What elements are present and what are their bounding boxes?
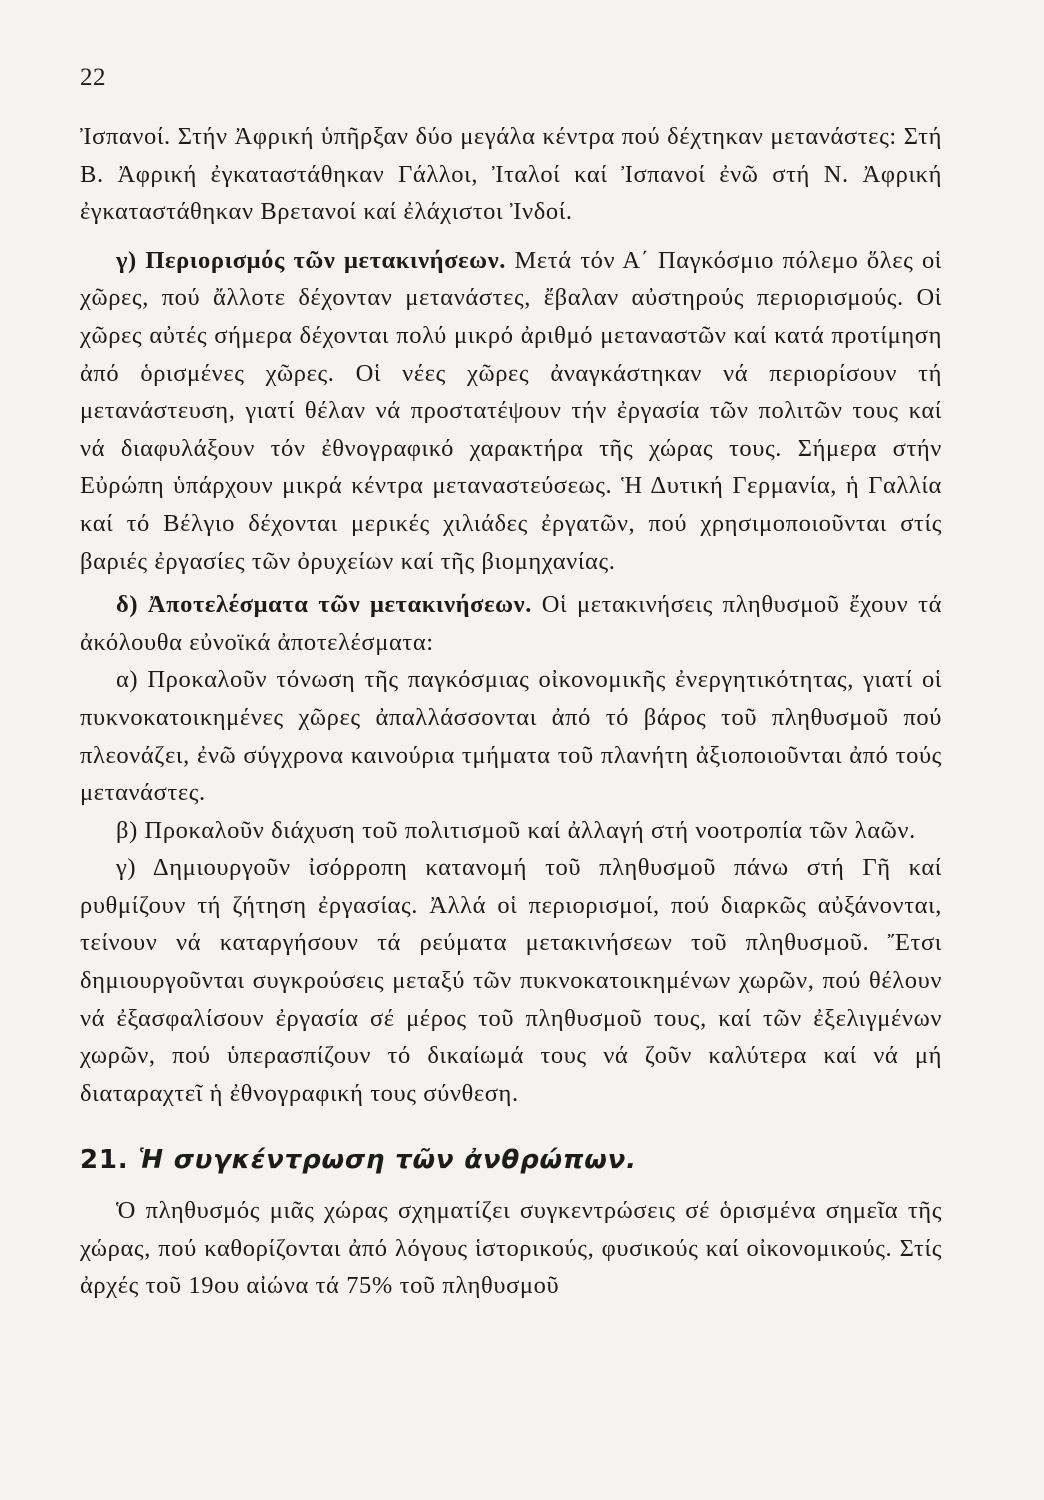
section-title: Ἡ συγκέντρωση τῶν ἀνθρώπων. <box>138 1145 637 1176</box>
paragraph-intro: Ἰσπανοί. Στήν Ἀφρική ὑπῆρξαν δύο μεγάλα κέντρα πού δέχτηκαν μετανάστες: Στή Β. Ἀφρική ἐγκαταστάθηκαν Γάλλοι, Ἰταλοί καί Ἰσπανοί ἐνῶ στή Ν. Ἀφρική ἐγκαταστάθηκαν Βρετανοί καί ἐλάχιστοι Ἰνδοί. <box>80 123 942 226</box>
section-21-heading <box>80 1142 942 1180</box>
paragraph-concentration: Ὁ πληθυσμός μιᾶς χώρας σχηματίζει συγκεντρώσεις σέ ὁρισμένα σημεῖα τῆς χώρας, πού καθορίζονται ἀπό λόγους ἱστορικούς, φυσικούς καί οἰκονομικούς. Στίς ἀρχές τοῦ 19ου αἰώνα τά 75% τοῦ πληθυσμοῦ <box>80 1197 942 1300</box>
section-number: 21. <box>80 1145 129 1176</box>
restrictions-text: Μετά τόν Α΄ Παγκόσμιο πόλεμο ὅλες οἱ χῶρες, πού ἄλλοτε δέχονταν μετανάστες, ἔβαλαν αὐστηρούς περιορισμούς. Οἱ χῶρες αὐτές σήμερα δέχονται πολύ μικρό ἀριθμό μεταναστῶν καί κατά προτίμηση ἀπό ὁρισμένες χῶρες. Οἱ νέες χῶρες ἀναγκάστηκαν νά περιορίσουν τή μετανάστευση, γιατί θέλαν νά προστατέψουν τήν ἐργασία τῶν πολιτῶν τους καί νά διαφυλάξουν τόν ἐθνογραφικό χαρακτήρα τῆς χώρας τους. Σήμερα στήν Εὐρώπη ὑπάρχουν μικρά κέντρα μεταναστεύσεως. Ἡ Δυτική Γερμανία, ἡ Γαλλία καί τό Βέλγιο δέχονται μερικές χιλιάδες ἐργατῶν, πού χρησιμοποιοῦνται στίς βαριές ἐργασίες τῶν ὀρυχείων καί τῆς βιομηχανίας. <box>80 246 942 575</box>
subheading-restrictions: γ) Περιορισμός τῶν μετακινήσεων. <box>116 246 506 274</box>
result-item-b: β) Προκαλοῦν διάχυση τοῦ πολιτισμοῦ καί ἀλλαγή στή νοοτροπία τῶν λαῶν. <box>116 816 916 844</box>
result-item-c: γ) Δημιουργοῦν ἰσόρροπη κατανομή τοῦ πληθυσμοῦ πάνω στή Γῆ καί ρυθμίζουν τή ζήτηση ἐργασίας. Ἀλλά οἱ περιορισμοί, πού διαρκῶς αὐξάνονται, τείνουν νά καταργήσουν τά ρεύματα μετακινήσεων τοῦ πληθυσμοῦ. Ἔτσι δημιουργοῦνται συγκρούσεις μεταξύ τῶν πυκνοκατοικημένων χωρῶν, πού θέλουν νά ἐξασφαλίσουν ἐργασία σέ μέρος τοῦ πληθυσμοῦ τους, καί τῶν ἐξελιγμένων χωρῶν, πού ὑπερασπίζουν τό δικαίωμά τους νά ζοῦν καλύτερα καί νά μή διαταραχτεῖ ἡ ἐθνογραφική τους σύνθεση. <box>80 854 942 1107</box>
paragraph-restrictions <box>80 242 942 580</box>
results-text: Οἱ μετακινήσεις πληθυσμοῦ ἔχουν τά ἀκόλουθα εὐνοϊκά ἀποτελέσματα: <box>80 591 943 656</box>
page-body <box>80 118 942 1305</box>
paragraph-results <box>80 586 942 661</box>
result-item-a: α) Προκαλοῦν τόνωση τῆς παγκόσμιας οἰκονομικῆς ἐνεργητικότητας, γιατί οἱ πυκνοκατοικημένες χῶρες ἀπαλλάσσονται ἀπό τό βάρος τοῦ πληθυσμοῦ πού πλεονάζει, ἐνῶ σύγχρονα καινούρια τμήματα τοῦ πλανήτη ἀξιοποιοῦνται ἀπό τούς μετανάστες. <box>80 666 942 807</box>
page-number: 22 <box>80 64 106 91</box>
subheading-results: δ) Ἀποτελέσματα τῶν μετακινήσεων. <box>116 591 532 619</box>
